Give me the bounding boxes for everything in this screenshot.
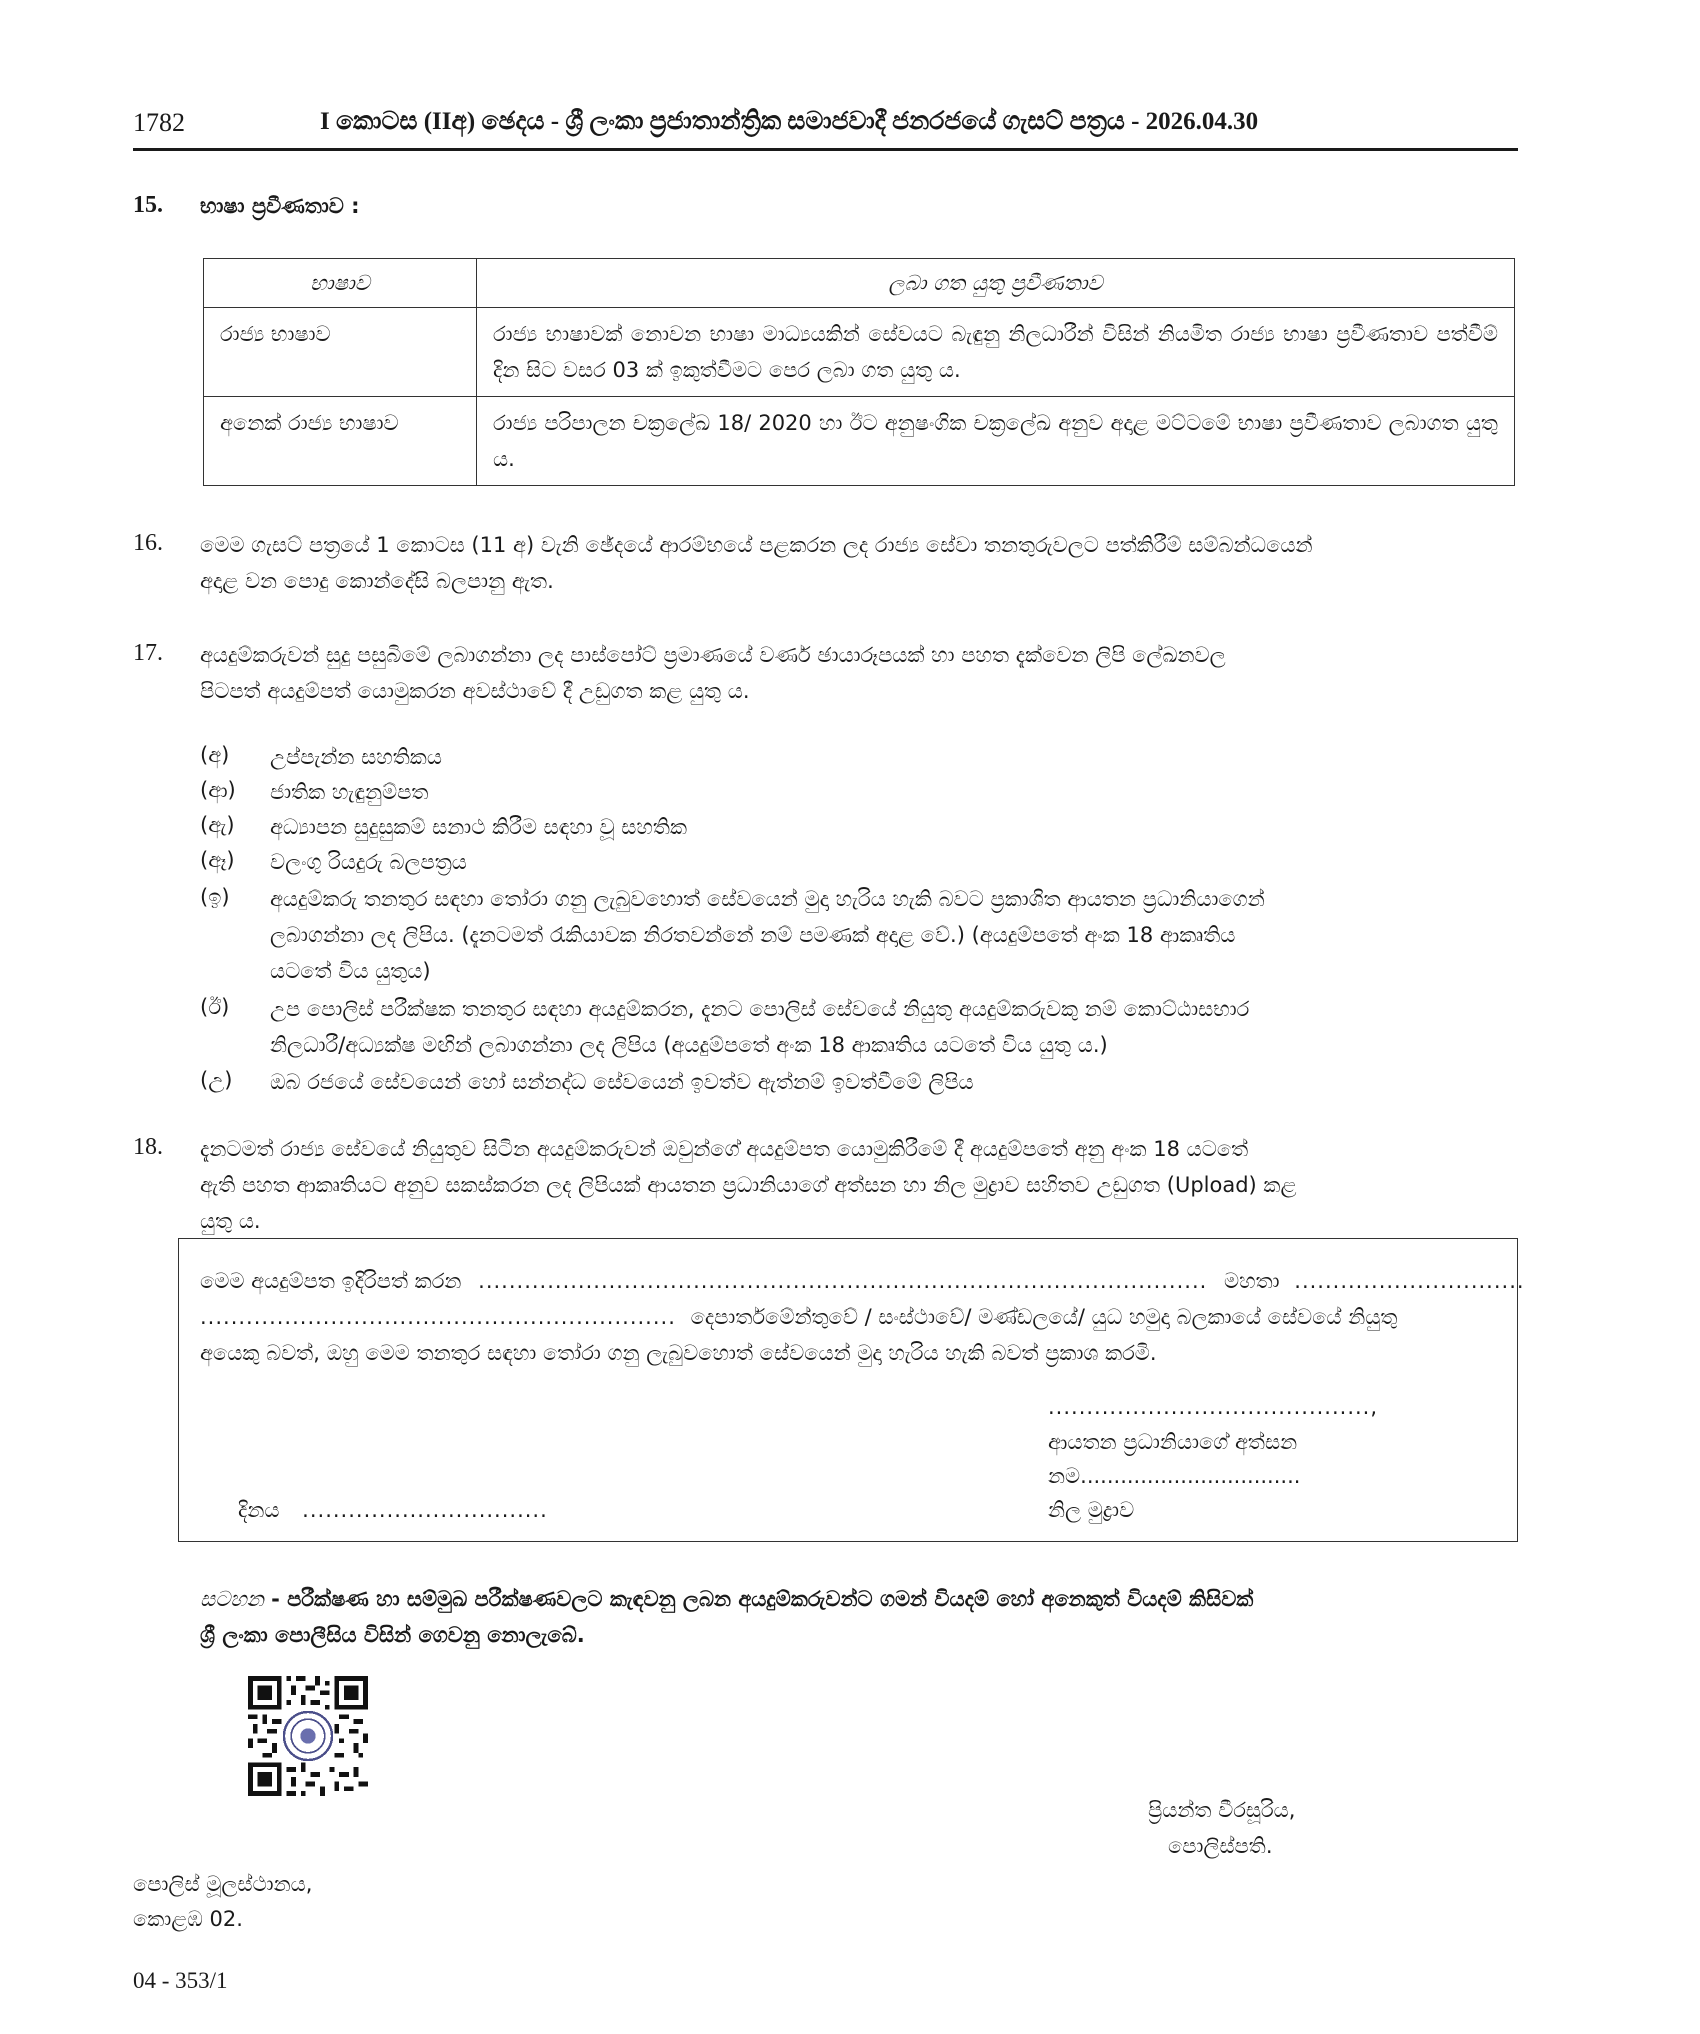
list-item-line: ජාතික හැඳුනුම්පත (270, 780, 429, 804)
list-item (270, 1064, 1515, 1100)
note-label: සටහන (200, 1587, 264, 1611)
list-item (270, 881, 1515, 989)
section-18-line: යුතු ය. (200, 1209, 261, 1233)
department-field: .............................................................. (200, 1305, 676, 1329)
applicant-extra-field: .............................. (1294, 1269, 1525, 1293)
table-cell-requirement: රාජ්‍ය පරිපාලන චක්‍රලේඛ 18/ 2020 හා ඊට අනුෂංගික චක්‍රලේඛ අනුව අදාළ මට්ටමේ භාෂා ප්‍රවීණතාව ලබාගත යුතු ය. (477, 397, 1515, 486)
table-header-proficiency: ලබා ගත යුතු ප්‍රවීණතාව (477, 259, 1515, 308)
signatory-title: පොලිස්පති. (1168, 1834, 1273, 1858)
table-header-row (204, 259, 1515, 308)
list-item-line: ලබාගන්නා ලද ලිපිය. (දැනටමත් රැකියාවක නිරතවන්නේ නම් පමණක් අදාළ වේ.) (අයදුම්පතේ අංක 18 ආකෘතිය (270, 923, 1236, 947)
date-field: ................................ (302, 1498, 548, 1522)
table-row (204, 308, 1515, 397)
address-line-1: පොලිස් මූලස්ථානය, (133, 1872, 313, 1896)
note-block (200, 1581, 1515, 1653)
list-item-label: (ඇ) (200, 813, 235, 837)
section-16-text (200, 527, 1515, 599)
qr-code-icon (248, 1676, 368, 1796)
page-number: 1782 (133, 108, 185, 137)
section-16-line: අදාළ වන පොදු කොන්දේසි බලපානු ඇත. (200, 569, 554, 593)
section-17-line: පිටපත් අයදුම්පත් යොමුකරන අවස්ථාවේ දී උඩුගත කළ යුතු ය. (200, 679, 750, 703)
list-item-line: අයදුම්කරු තනතුර සඳහා තෝරා ගනු ලැබුවහොත් සේවයෙන් මුදා හැරිය හැකි බවට ප්‍රකාශිත ආයතන ප්‍රධානියාගෙන් (270, 887, 1265, 911)
gazette-header-title: I කොටස (IIඅ) ඡෙදය - ශ්‍රී ලංකා ප්‍රජාතාන්ත්‍රික සමාජවාදී ජනරජයේ ගැසට් පත්‍රය - 2026.04.30 (320, 108, 1259, 135)
section-17-text (200, 637, 1515, 709)
department-text: දෙපාර්තමේන්තුවේ / සංස්ථාවේ/ මණ්ඩලයේ/ යුධ හමුදා බලකායේ සේවයේ නියුතු (690, 1305, 1398, 1329)
signature-field: .........................................., (1048, 1395, 1379, 1419)
list-item-label: (ආ) (200, 778, 236, 802)
list-item-label: (ඊ) (200, 995, 230, 1019)
language-proficiency-table (203, 258, 1515, 486)
table-cell-language: රාජ්‍ය භාෂාව (204, 308, 477, 397)
list-item-line: යටතේ විය යුතුය) (270, 959, 431, 983)
list-item (270, 809, 1515, 845)
list-item-line: අධ්‍යාපන සුදුසුකම් සනාථ කිරීම සඳහා වූ සහතික (270, 815, 688, 839)
section-17-line: අයදුම්කරුවන් සුදු පසුබිමේ ලබාගන්නා ලද පාස්පෝට් ප්‍රමාණයේ වර්ණ ඡායාරූපයක් හා පහත දැක්වෙන ලිපි ලේඛනවල (200, 643, 1226, 667)
list-item-label: (උ) (200, 1068, 233, 1092)
list-item-line: වලංගු රියදුරු බලපත්‍රය (270, 850, 467, 874)
list-item-label: (ඉ) (200, 885, 230, 909)
date-label: දිනය (238, 1498, 280, 1522)
list-item (270, 774, 1515, 810)
list-item (270, 739, 1515, 775)
mr-label: මහතා (1224, 1269, 1280, 1293)
list-item-line: උප පොලිස් පරීක්ෂක තනතුර සඳහා අයදුම්කරන, දැනට පොලිස් සේවයේ නියුතු අයදුම්කරුවකු නම් කොට්ඨාසභාර (270, 997, 1250, 1021)
certificate-line-3: අයෙකු බවත්, ඔහු මෙම තනතුර සඳහා තෝරා ගනු ලැබුවහොත් සේවයෙන් මුදා හැරිය හැකි බවත් ප්‍රකාශ කරමි. (200, 1341, 1157, 1365)
signature-label: ආයතන ප්‍රධානියාගේ අත්සන (1048, 1430, 1298, 1454)
section-18-number: 18. (133, 1134, 163, 1160)
applicant-name-field: ............................................................................................... (478, 1269, 1208, 1293)
header-rule (133, 148, 1518, 151)
reference-number: 04 - 353/1 (133, 1968, 228, 1993)
note-text: - පරීක්ෂණ හා සම්මුඛ පරීක්ෂණවලට කැඳවනු ලබන අයදුම්කරුවන්ට ගමන් වියදම් හෝ අනෙකුත් වියදම් කිසිවක් (271, 1587, 1254, 1611)
section-18-text (200, 1131, 1515, 1239)
note-line (200, 1581, 1515, 1617)
table-row (204, 397, 1515, 486)
section-15-number: 15. (133, 192, 163, 218)
list-item-label: (අ) (200, 743, 230, 767)
address-line-2: කොළඹ 02. (133, 1907, 243, 1931)
list-item (270, 844, 1515, 880)
date-row (238, 1498, 548, 1523)
table-header-language: භාෂාව (204, 259, 477, 308)
certificate-intro-text: මෙම අයදුම්පත ඉදිරිපත් කරන (200, 1269, 462, 1293)
section-16-number: 16. (133, 530, 163, 556)
certificate-line-2 (200, 1299, 1510, 1335)
section-17-number: 17. (133, 640, 163, 666)
list-item-label: (ඈ) (200, 848, 235, 872)
list-item (270, 991, 1515, 1063)
list-item-line: ඔබ රජයේ සේවයෙන් හෝ සන්නද්ධ සේවයෙන් ඉවත්ව ඇත්නම් ඉවත්වීමේ ලිපිය (270, 1070, 974, 1094)
note-line: ශ්‍රී ලංකා පොලීසිය විසින් ගෙවනු නොලැබේ. (200, 1623, 585, 1647)
table-cell-requirement: රාජ්‍ය භාෂාවක් නොවන භාෂා මාධ්‍යයකින් සේවයට බැඳුනු නිලධාරීන් විසින් නියමිත රාජ්‍ය භාෂා ප්‍රවීණතාව පත්වීම් දින සිට වසර 03 ක් ඉකුත්වීමට පෙර ලබා ගත යුතු ය. (477, 308, 1515, 397)
list-item-line: නිලධාරී/අධ්‍යක්ෂ මඟින් ලබාගන්නා ලද ලිපිය (අයදුම්පතේ අංක 18 ආකෘතිය යටතේ විය යුතු ය.) (270, 1033, 1108, 1057)
name-field: නම................................. (1048, 1464, 1301, 1488)
section-15-title: භාෂා ප්‍රවීණතාව : (200, 194, 360, 218)
section-18-line: ඇති පහත ආකෘතියට අනුව සකස්කරන ලද ලිපියක් ආයතන ප්‍රධානියාගේ අත්සන හා නිල මුද්‍රාව සහිතව උඩුගත (Upload) කළ (200, 1173, 1297, 1197)
signatory-name: ප්‍රියන්ත වීරසූරිය, (1148, 1798, 1296, 1822)
section-16-line: මෙම ගැසට් පත්‍රයේ 1 කොටස (11 අ) වැනි ඡේදයේ ආරම්භයේ පළකරන ලද රාජ්‍ය සේවා තනතුරුවලට පත්කිරීම් සම්බන්ධයෙන් (200, 533, 1313, 557)
certificate-line-1 (200, 1263, 1525, 1299)
table-cell-language: අනෙක් රාජ්‍ය භාෂාව (204, 397, 477, 486)
official-seal-label: නිල මුද්‍රාව (1048, 1498, 1135, 1522)
section-18-line: දැනටමත් රාජ්‍ය සේවයේ නියුතුව සිටින අයදුම්කරුවන් ඔවුන්ගේ අයදුම්පත යොමුකිරීමේ දී අයදුම්පතේ අනු අංක 18 යටතේ (200, 1137, 1249, 1161)
list-item-line: උප්පැන්න සහතිකය (270, 745, 442, 769)
